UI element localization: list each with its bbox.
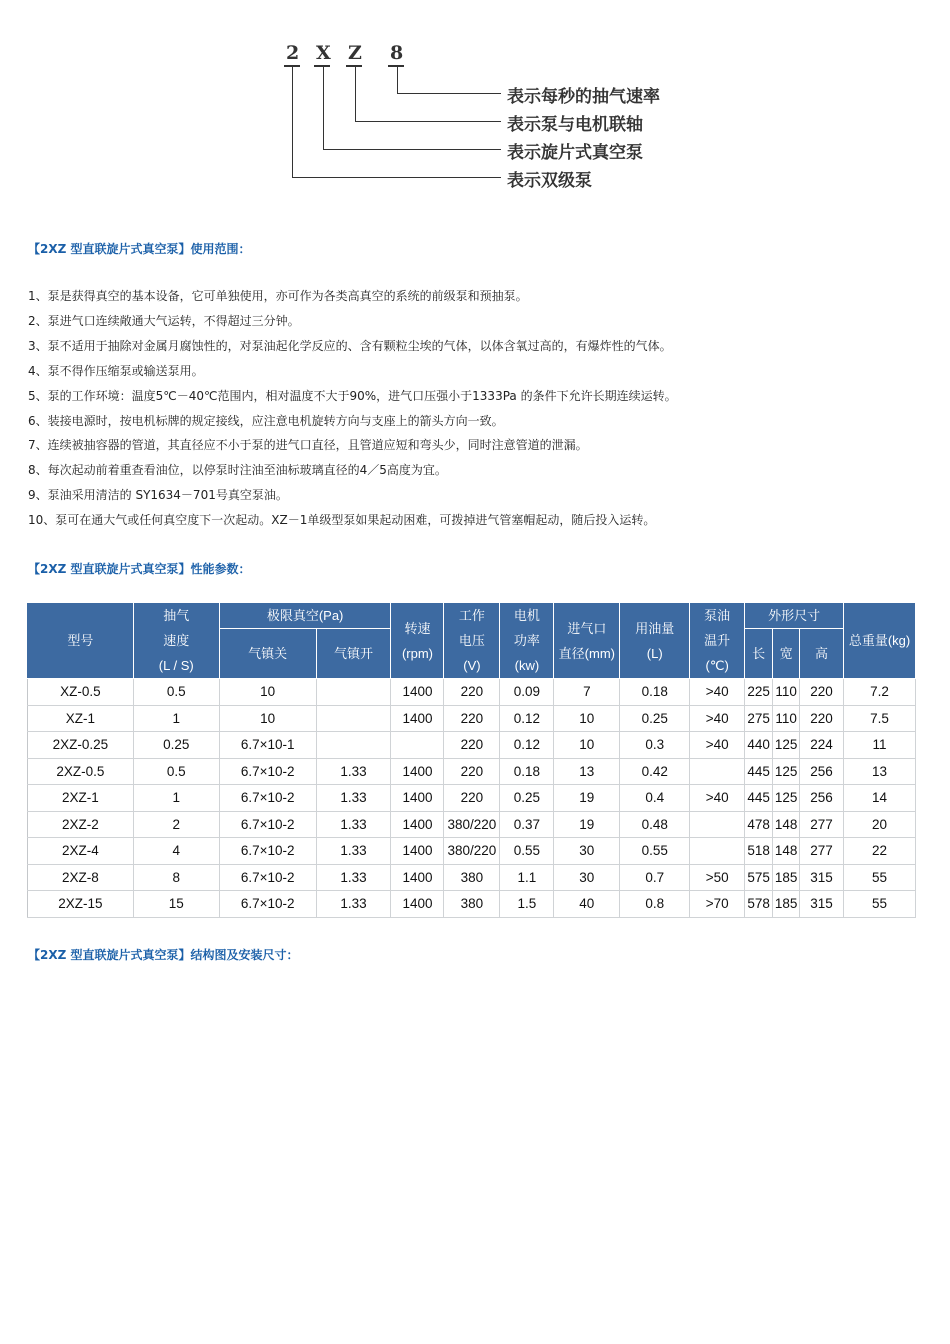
cell-inlet: 40: [554, 891, 620, 918]
cell-voltage: 220: [444, 679, 500, 706]
cell-rpm: 1400: [391, 705, 444, 732]
cell-model: 2XZ-4: [28, 838, 134, 865]
leader-8-horizontal: [397, 93, 501, 94]
cell-rpm: 1400: [391, 785, 444, 812]
cell-ballast-off: 6.7×10-2: [219, 785, 316, 812]
cell-inlet: 19: [554, 811, 620, 838]
header-model: 型号: [28, 603, 134, 679]
usage-item: 5、泵的工作环境：温度5℃－40℃范围内，相对温度不大于90%，进气口压强小于1333Pa 的条件下允许长期连续运转。: [28, 388, 677, 403]
usage-item: 7、连续被抽容器的管道，其直径应不小于泵的进气口直径，且管道应短和弯头少，同时注意管道的泄漏。: [28, 438, 588, 453]
cell-speed: 0.5: [133, 758, 219, 785]
cell-power: 1.1: [500, 864, 554, 891]
underline-z: [346, 65, 362, 67]
cell-voltage: 220: [444, 732, 500, 759]
cell-ballast-off: 6.7×10-2: [219, 758, 316, 785]
cell-oil: 0.4: [620, 785, 690, 812]
cell-weight: 7.5: [844, 705, 916, 732]
cell-model: 2XZ-2: [28, 811, 134, 838]
header-temp-line1: 泵油: [704, 608, 731, 623]
cell-oil: 0.3: [620, 732, 690, 759]
cell-power: 0.55: [500, 838, 554, 865]
cell-temp: >50: [690, 864, 745, 891]
cell-length: 440: [745, 732, 773, 759]
usage-item: 6、装接电源时，按电机标牌的规定接线，应注意电机旋转方向与支座上的箭头方向一致。: [28, 413, 504, 428]
cell-ballast-on: 1.33: [316, 785, 391, 812]
header-inlet-line2: 直径(mm): [558, 645, 615, 661]
header-inlet-line1: 进气口: [567, 620, 607, 636]
cell-speed: 0.5: [133, 679, 219, 706]
cell-weight: 20: [844, 811, 916, 838]
header-temp-unit: (℃): [705, 658, 729, 673]
cell-power: 0.37: [500, 811, 554, 838]
cell-ballast-off: 10: [219, 705, 316, 732]
cell-voltage: 380: [444, 891, 500, 918]
cell-inlet: 30: [554, 864, 620, 891]
cell-speed: 8: [133, 864, 219, 891]
cell-rpm: [391, 732, 444, 759]
header-temp-line2: 温升: [704, 633, 731, 648]
cell-ballast-on: [316, 732, 391, 759]
cell-length: 225: [745, 679, 773, 706]
header-speed-unit: (L / S): [158, 658, 194, 673]
header-rpm: [391, 603, 444, 679]
cell-ballast-on: [316, 679, 391, 706]
cell-temp: >40: [690, 679, 745, 706]
cell-weight: 22: [844, 838, 916, 865]
usage-section-title: 【2XZ 型直联旋片式真空泵】使用范围：: [28, 242, 251, 256]
header-temp: [690, 603, 745, 679]
cell-voltage: 380: [444, 864, 500, 891]
cell-height: 277: [800, 811, 844, 838]
cell-length: 445: [745, 758, 773, 785]
cell-weight: 13: [844, 758, 916, 785]
code-char-x: X: [316, 42, 331, 64]
cell-rpm: 1400: [391, 864, 444, 891]
cell-weight: 11: [844, 732, 916, 759]
usage-item: 1、泵是获得真空的基本设备，它可单独使用，亦可作为各类高真空的系统的前级泵和预抽泵。: [28, 289, 528, 303]
usage-item: 10、泵可在通大气或任何真空度下一次起动。XZ－1单级型泵如果起动困难，可拨掉进气管塞帽起动，随后投入运转。: [28, 513, 656, 528]
cell-ballast-on: [316, 705, 391, 732]
desc-speed: 表示每秒的抽气速率: [507, 87, 660, 107]
cell-weight: 55: [844, 864, 916, 891]
header-ballast-off: 气镇关: [219, 629, 316, 679]
cell-height: 256: [800, 785, 844, 812]
cell-weight: 14: [844, 785, 916, 812]
cell-width: 110: [773, 679, 800, 706]
cell-width: 125: [773, 732, 800, 759]
leader-x-vertical: [323, 67, 324, 150]
cell-inlet: 10: [554, 732, 620, 759]
leader-8-vertical: [397, 67, 398, 94]
table-row: [28, 758, 916, 785]
cell-width: 125: [773, 785, 800, 812]
cell-inlet: 10: [554, 705, 620, 732]
cell-voltage: 220: [444, 705, 500, 732]
header-power-line1: 电机: [513, 608, 540, 623]
cell-voltage: 380/220: [444, 811, 500, 838]
header-speed-line1: 抽气: [163, 608, 190, 623]
header-height: 高: [800, 629, 844, 679]
cell-inlet: 7: [554, 679, 620, 706]
header-speed-line2: 速度: [163, 633, 190, 648]
header-ballast-on: 气镇开: [316, 629, 391, 679]
cell-oil: 0.25: [620, 705, 690, 732]
cell-oil: 0.18: [620, 679, 690, 706]
cell-model: 2XZ-1: [28, 785, 134, 812]
cell-ballast-on: 1.33: [316, 864, 391, 891]
header-power-line2: 功率: [513, 633, 540, 648]
header-vacuum: 极限真空(Pa): [219, 603, 391, 629]
usage-item: 8、每次起动前着重查看油位，以停泵时注油至油标玻璃直径的4／5高度为宜。: [28, 463, 447, 478]
header-voltage-line2: 电压: [458, 633, 485, 648]
cell-model: 2XZ-0.5: [28, 758, 134, 785]
cell-ballast-on: 1.33: [316, 758, 391, 785]
cell-height: 256: [800, 758, 844, 785]
cell-ballast-off: 6.7×10-2: [219, 838, 316, 865]
header-speed: [133, 603, 219, 679]
cell-ballast-on: 1.33: [316, 811, 391, 838]
cell-ballast-on: 1.33: [316, 838, 391, 865]
code-char-z: Z: [348, 42, 362, 64]
cell-rpm: 1400: [391, 679, 444, 706]
leader-2-horizontal: [292, 177, 501, 178]
cell-rpm: 1400: [391, 838, 444, 865]
cell-voltage: 220: [444, 758, 500, 785]
cell-length: 518: [745, 838, 773, 865]
cell-ballast-off: 6.7×10-2: [219, 811, 316, 838]
leader-x-horizontal: [323, 149, 501, 150]
leader-z-vertical: [355, 67, 356, 122]
usage-item: 2、泵进气口连续敞通大气运转，不得超过三分钟。: [28, 313, 300, 328]
cell-power: 0.18: [500, 758, 554, 785]
cell-model: 2XZ-15: [28, 891, 134, 918]
cell-power: 0.12: [500, 705, 554, 732]
cell-voltage: 380/220: [444, 838, 500, 865]
usage-list: [28, 284, 928, 533]
cell-oil: 0.42: [620, 758, 690, 785]
cell-width: 185: [773, 891, 800, 918]
cell-inlet: 13: [554, 758, 620, 785]
cell-length: 575: [745, 864, 773, 891]
cell-length: 578: [745, 891, 773, 918]
table-row: [28, 864, 916, 891]
header-rpm-line1: 转速: [404, 620, 431, 636]
header-dims: 外形尺寸: [745, 603, 844, 629]
cell-oil: 0.55: [620, 838, 690, 865]
header-voltage: [444, 603, 500, 679]
cell-width: 148: [773, 838, 800, 865]
cell-speed: 0.25: [133, 732, 219, 759]
cell-height: 315: [800, 891, 844, 918]
usage-item: 9、泵油采用清洁的 SY1634－701号真空泵油。: [28, 488, 288, 503]
cell-model: XZ-1: [28, 705, 134, 732]
cell-inlet: 19: [554, 785, 620, 812]
underline-x: [314, 65, 330, 67]
model-code-diagram: [270, 38, 710, 198]
header-power: [500, 603, 554, 679]
cell-speed: 2: [133, 811, 219, 838]
header-length: 长: [745, 629, 773, 679]
cell-oil: 0.8: [620, 891, 690, 918]
cell-oil: 0.48: [620, 811, 690, 838]
table-row: [28, 838, 916, 865]
cell-length: 478: [745, 811, 773, 838]
cell-temp: >70: [690, 891, 745, 918]
cell-temp: [690, 811, 745, 838]
desc-rotary-vane: 表示旋片式真空泵: [507, 143, 643, 163]
header-width: 宽: [773, 629, 800, 679]
cell-inlet: 30: [554, 838, 620, 865]
cell-power: 1.5: [500, 891, 554, 918]
cell-temp: >40: [690, 705, 745, 732]
desc-two-stage: 表示双级泵: [507, 171, 592, 191]
cell-temp: >40: [690, 732, 745, 759]
cell-length: 445: [745, 785, 773, 812]
desc-coupling: 表示泵与电机联轴: [507, 115, 643, 135]
cell-speed: 4: [133, 838, 219, 865]
cell-model: 2XZ-8: [28, 864, 134, 891]
cell-width: 110: [773, 705, 800, 732]
cell-power: 0.12: [500, 732, 554, 759]
cell-height: 315: [800, 864, 844, 891]
cell-height: 224: [800, 732, 844, 759]
usage-item: 3、泵不适用于抽除对金属月腐蚀性的，对泵油起化学反应的、含有颗粒尘埃的气体，以体含氧过高的，有爆炸性的气体。: [28, 338, 672, 353]
code-char-2: 2: [286, 42, 300, 64]
cell-ballast-off: 10: [219, 679, 316, 706]
header-oil-unit: (L): [646, 645, 663, 661]
cell-oil: 0.7: [620, 864, 690, 891]
table-row: [28, 891, 916, 918]
cell-height: 220: [800, 679, 844, 706]
structure-section-title: 【2XZ 型直联旋片式真空泵】结构图及安装尺寸：: [28, 948, 299, 962]
table-row: [28, 785, 916, 812]
cell-speed: 1: [133, 785, 219, 812]
performance-table: [27, 602, 916, 918]
cell-height: 220: [800, 705, 844, 732]
cell-temp: >40: [690, 785, 745, 812]
leader-2-vertical: [292, 67, 293, 178]
table-row: [28, 811, 916, 838]
cell-length: 275: [745, 705, 773, 732]
cell-ballast-off: 6.7×10-2: [219, 891, 316, 918]
header-power-unit: (kw): [514, 658, 540, 673]
cell-ballast-on: 1.33: [316, 891, 391, 918]
header-weight: 总重量(kg): [844, 603, 916, 679]
header-oil: [620, 603, 690, 679]
cell-speed: 1: [133, 705, 219, 732]
cell-weight: 7.2: [844, 679, 916, 706]
cell-weight: 55: [844, 891, 916, 918]
table-row: [28, 705, 916, 732]
cell-model: 2XZ-0.25: [28, 732, 134, 759]
cell-width: 185: [773, 864, 800, 891]
header-inlet: [554, 603, 620, 679]
cell-width: 125: [773, 758, 800, 785]
cell-speed: 15: [133, 891, 219, 918]
cell-ballast-off: 6.7×10-2: [219, 864, 316, 891]
cell-rpm: 1400: [391, 891, 444, 918]
cell-voltage: 220: [444, 785, 500, 812]
cell-rpm: 1400: [391, 811, 444, 838]
header-oil-line1: 用油量: [635, 620, 675, 636]
performance-section-title: 【2XZ 型直联旋片式真空泵】性能参数：: [28, 562, 251, 576]
cell-rpm: 1400: [391, 758, 444, 785]
cell-width: 148: [773, 811, 800, 838]
cell-ballast-off: 6.7×10-1: [219, 732, 316, 759]
header-voltage-line1: 工作: [458, 608, 485, 623]
cell-power: 0.09: [500, 679, 554, 706]
header-rpm-unit: (rpm): [401, 645, 433, 661]
table-row: [28, 679, 916, 706]
underline-8: [388, 65, 404, 67]
code-char-8: 8: [390, 42, 404, 64]
cell-model: XZ-0.5: [28, 679, 134, 706]
performance-table-body: [28, 679, 916, 918]
cell-power: 0.25: [500, 785, 554, 812]
cell-height: 277: [800, 838, 844, 865]
leader-z-horizontal: [355, 121, 501, 122]
header-voltage-unit: (V): [463, 658, 481, 673]
usage-item: 4、泵不得作压缩泵或输送泵用。: [28, 363, 204, 378]
cell-temp: [690, 758, 745, 785]
cell-temp: [690, 838, 745, 865]
table-row: [28, 732, 916, 759]
